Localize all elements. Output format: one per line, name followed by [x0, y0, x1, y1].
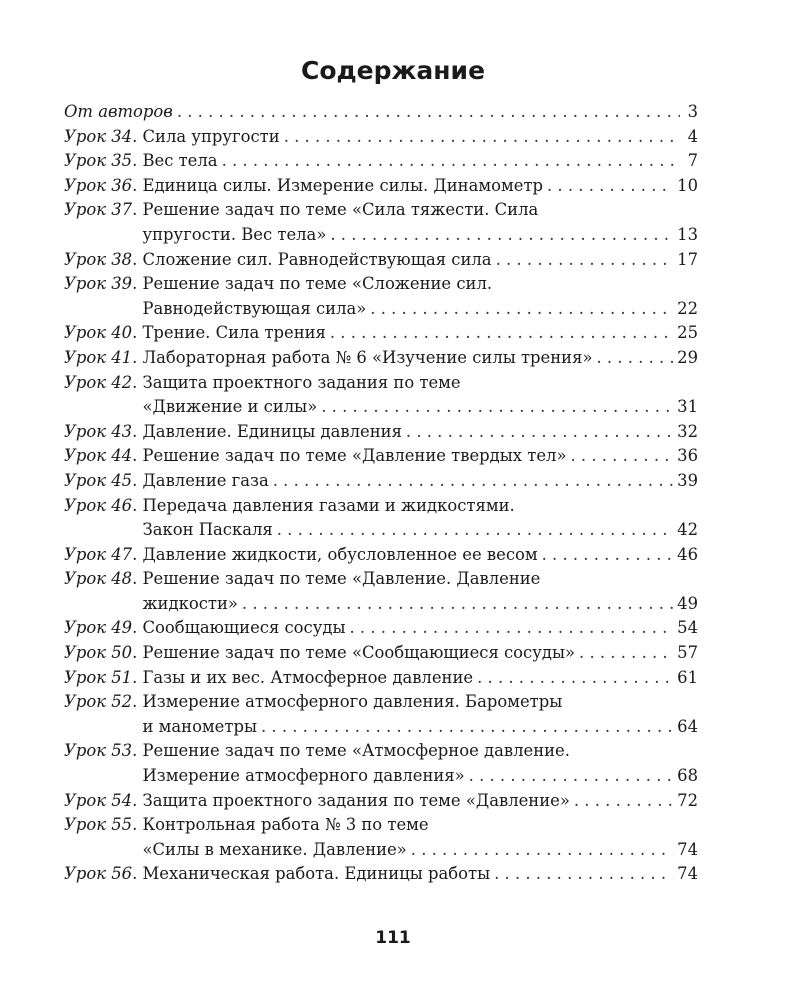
- toc-entry-title: и манометры: [142, 716, 257, 736]
- dot-leader: [370, 297, 673, 322]
- toc-entry-title: Газы и их вес. Атмосферное давление: [142, 667, 474, 687]
- toc-page-number: 64: [677, 716, 698, 736]
- dot-leader: [596, 346, 673, 371]
- toc-page-number: 4: [687, 126, 698, 146]
- toc-entry-label: Урок 50: [64, 643, 133, 663]
- toc-entry-title: упругости. Вес тела»: [142, 224, 327, 244]
- toc-entry-label: Урок 36: [64, 175, 133, 195]
- dot-leader: [574, 789, 673, 814]
- toc-entry-label: Урок 40: [64, 323, 133, 343]
- toc-entry: Урок 50 . Решение задач по теме «Сообщающиеся сосуды» . . . 57: [64, 641, 698, 666]
- dot-leader: [494, 862, 673, 887]
- toc-entry: Урок 46 . Передача давления газами и жидкостями. Закон Паскаля . . . 42: [64, 494, 698, 543]
- toc-entry-title: Механическая работа. Единицы работы: [142, 864, 491, 884]
- dot-leader: [406, 420, 673, 445]
- toc-page-number: 3: [687, 102, 698, 121]
- dot-leader: [542, 543, 674, 568]
- toc-entry-title: Контрольная работа № 3 по теме: [142, 815, 429, 835]
- toc-entry: Урок 49 . Сообщающиеся сосуды . . . 54: [64, 616, 698, 641]
- toc-entry: Урок 48 . Решение задач по теме «Давление. Давление жидкости» . . . 49: [64, 567, 698, 616]
- toc-entry-label: Урок 38: [64, 249, 133, 269]
- toc-entry: Урок 51 . Газы и их вес. Атмосферное давление . . . 61: [64, 666, 698, 691]
- dot-leader: [261, 715, 673, 740]
- toc-entry: Урок 36 . Единица силы. Измерение силы. Динамометр . . . 10: [64, 174, 698, 199]
- toc-page-number: 31: [677, 397, 698, 417]
- dot-leader: [284, 125, 680, 150]
- dot-leader: [496, 248, 674, 273]
- toc-entry-label: Урок 53: [64, 741, 133, 761]
- toc-entry: Урок 41 . Лабораторная работа № 6 «Изучение силы трения» . . . 29: [64, 346, 698, 371]
- toc-entry: Урок 34 . Сила упругости . . . 4: [64, 125, 698, 150]
- toc-entry: Урок 42 . Защита проектного задания по теме «Движение и силы» . . . 31: [64, 371, 698, 420]
- toc-page-number: 42: [677, 520, 698, 540]
- toc-entry-label: Урок 45: [64, 470, 133, 490]
- table-of-contents: [64, 100, 698, 887]
- toc-entry-title: Вес тела: [142, 151, 218, 171]
- dot-leader: [411, 838, 673, 863]
- toc-entry-label: Урок 52: [64, 692, 133, 712]
- toc-entry-title: Решение задач по теме «Давление твердых тел»: [142, 446, 567, 466]
- toc-entry-label: Урок 43: [64, 421, 133, 441]
- toc-page-number: 46: [677, 544, 698, 564]
- toc-entry: Урок 38 . Сложение сил. Равнодействующая сила . . . 17: [64, 248, 698, 273]
- toc-entry: Урок 53 . Решение задач по теме «Атмосферное давление. Измерение атмосферного давления» . . . 68: [64, 739, 698, 788]
- toc-page-number: 13: [677, 224, 698, 244]
- toc-entry-title: Давление. Единицы давления: [142, 421, 402, 441]
- toc-entry: Урок 35 . Вес тела . . . 7: [64, 149, 698, 174]
- toc-entry: Урок 47 . Давление жидкости, обусловленное ее весом . . . 46: [64, 543, 698, 568]
- toc-entry-title: Передача давления газами и жидкостями.: [142, 495, 515, 515]
- toc-entry-title: Решение задач по теме «Сила тяжести. Сила: [142, 200, 539, 220]
- dot-leader: [277, 518, 673, 543]
- toc-entry: [64, 100, 698, 125]
- dot-leader: [222, 149, 680, 174]
- toc-entry-title: Сообщающиеся сосуды: [142, 618, 346, 638]
- toc-page-number: 25: [677, 323, 698, 343]
- toc-entry: Урок 43 . Давление. Единицы давления . . . 32: [64, 420, 698, 445]
- toc-entry-label: Урок 55: [64, 815, 133, 835]
- toc-page-number: 10: [677, 175, 698, 195]
- dot-leader: [469, 764, 673, 789]
- toc-page-number: 74: [677, 864, 698, 884]
- toc-entry-title: Решение задач по теме «Сообщающиеся сосуды»: [142, 643, 576, 663]
- dot-leader: [273, 469, 673, 494]
- toc-entry-title: Защита проектного задания по теме «Давление»: [142, 790, 570, 810]
- toc-entry: Урок 37 . Решение задач по теме «Сила тяжести. Сила упругости. Вес тела» . . . 13: [64, 198, 698, 247]
- page-title: Содержание: [300, 56, 486, 85]
- toc-entry-title: Защита проектного задания по теме: [142, 372, 461, 392]
- toc-entry-title: Решение задач по теме «Атмосферное давление.: [142, 741, 570, 761]
- toc-entry-title: Давление жидкости, обусловленное ее весом: [142, 544, 538, 564]
- toc-entry-title: Закон Паскаля: [142, 520, 273, 540]
- dot-leader: [579, 641, 673, 666]
- toc-entry-label: Урок 49: [64, 618, 133, 638]
- toc-page-number: 49: [677, 593, 698, 613]
- toc-entry-title: Измерение атмосферного давления»: [142, 766, 465, 786]
- dot-leader: [477, 666, 673, 691]
- toc-entry-label: Урок 51: [64, 667, 133, 687]
- toc-entry: Урок 54 . Защита проектного задания по теме «Давление» . . . 72: [64, 789, 698, 814]
- toc-page-number: 68: [677, 766, 698, 786]
- toc-entry: Урок 45 . Давление газа . . . 39: [64, 469, 698, 494]
- toc-page-number: 61: [677, 667, 698, 687]
- toc-entry-title: Давление газа: [142, 470, 269, 490]
- dot-leader: [570, 444, 673, 469]
- toc-entry-title: Равнодействующая сила»: [142, 298, 367, 318]
- toc-entry: Урок 52 . Измерение атмосферного давления. Барометры и манометры . . . 64: [64, 690, 698, 739]
- toc-entry: Урок 44 . Решение задач по теме «Давление твердых тел» . . . 36: [64, 444, 698, 469]
- toc-page-number: 39: [677, 470, 698, 490]
- dot-leader: [330, 321, 673, 346]
- toc-entry-title: Лабораторная работа № 6 «Изучение силы трения»: [142, 347, 593, 367]
- toc-entry-label: Урок 35: [64, 151, 133, 171]
- toc-entry-label: Урок 37: [64, 200, 133, 220]
- toc-entry-title: Измерение атмосферного давления. Барометры: [142, 692, 563, 712]
- toc-entry-label: Урок 46: [64, 495, 133, 515]
- toc-page-number: 54: [677, 618, 698, 638]
- toc-entry-label: Урок 48: [64, 569, 133, 589]
- toc-entry-title: жидкости»: [142, 593, 238, 613]
- dot-leader: [547, 174, 673, 199]
- toc-page-number: 57: [677, 643, 698, 663]
- dot-leader: [350, 616, 674, 641]
- toc-entry-label: Урок 54: [64, 790, 133, 810]
- toc-entry-label: Урок 47: [64, 544, 133, 564]
- toc-page-number: 36: [677, 446, 698, 466]
- toc-entry-title: Решение задач по теме «Давление. Давление: [142, 569, 541, 589]
- toc-entry-title: Трение. Сила трения: [142, 323, 326, 343]
- toc-entry: Урок 40 . Трение. Сила трения . . . 25: [64, 321, 698, 346]
- toc-entry-label: Урок 41: [64, 347, 133, 367]
- toc-entry-title: «Силы в механике. Давление»: [142, 839, 407, 859]
- toc-entry-label: От авторов: [64, 102, 173, 121]
- toc-entry-title: Сила упругости: [142, 126, 280, 146]
- dot-leader: [177, 100, 680, 125]
- toc-page-number: 29: [677, 347, 698, 367]
- toc-entry: Урок 56 . Механическая работа. Единицы работы . . . 74: [64, 862, 698, 887]
- toc-page-number: 32: [677, 421, 698, 441]
- toc-page-number: 22: [677, 298, 698, 318]
- toc-page-number: 72: [677, 790, 698, 810]
- dot-leader: [321, 395, 673, 420]
- toc-entry-title: «Движение и силы»: [142, 397, 318, 417]
- page-number: 111: [375, 928, 411, 948]
- dot-leader: [242, 592, 673, 617]
- toc-entry: Урок 55 . Контрольная работа № 3 по теме «Силы в механике. Давление» . . . 74: [64, 813, 698, 862]
- toc-page-number: 74: [677, 839, 698, 859]
- toc-entry-title: Сложение сил. Равнодействующая сила: [142, 249, 492, 269]
- toc-entry: Урок 39 . Решение задач по теме «Сложение сил. Равнодействующая сила» . . . 22: [64, 272, 698, 321]
- toc-entry-label: Урок 34: [64, 126, 133, 146]
- toc-entry-label: Урок 56: [64, 864, 133, 884]
- toc-entry-title: Решение задач по теме «Сложение сил.: [142, 274, 493, 294]
- dot-leader: [330, 223, 673, 248]
- toc-entry-label: Урок 44: [64, 446, 133, 466]
- toc-entry-title: Единица силы. Измерение силы. Динамометр: [142, 175, 544, 195]
- toc-page-number: 17: [677, 249, 698, 269]
- toc-entry-label: Урок 42: [64, 372, 133, 392]
- toc-entry-label: Урок 39: [64, 274, 133, 294]
- toc-page-number: 7: [687, 151, 698, 171]
